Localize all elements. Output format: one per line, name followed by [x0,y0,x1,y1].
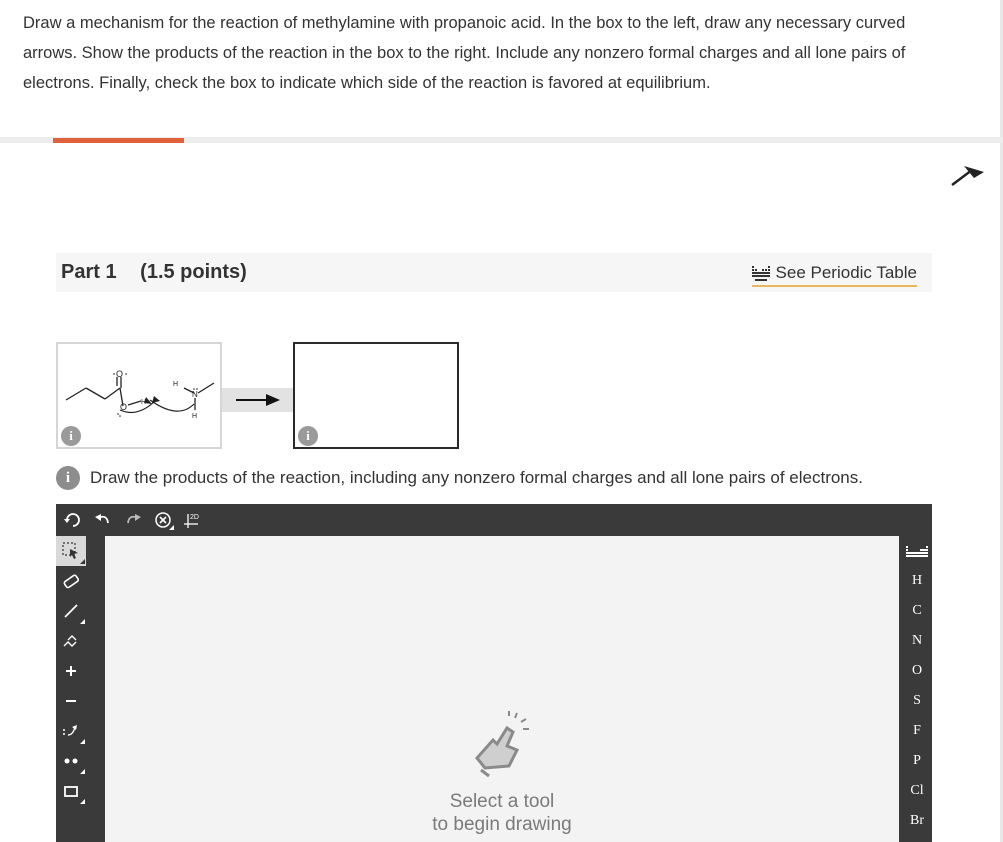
marquee-select-icon [61,541,81,561]
element-button-s[interactable]: S [913,693,921,708]
2d-coordinates-icon [182,510,204,530]
instruction-text: Draw the products of the reaction, including any nonzero formal charges and all lone pairs of electrons. [90,468,863,487]
reactant-structure [58,344,220,447]
2d-view-button[interactable] [181,508,205,532]
element-button-cl[interactable]: Cl [910,783,924,798]
instruction [56,466,863,490]
hint-line-1: Select a tool [449,791,555,812]
single-bond-icon [61,601,81,621]
drawing-canvas[interactable] [105,536,899,842]
pointing-hand-icon [467,710,537,780]
hydrogen-amine-top-label: H [173,381,179,388]
lone-pair-tool[interactable] [56,746,86,776]
reaction-arrow [222,388,293,412]
clear-more-indicator [169,525,174,530]
element-button-br[interactable]: Br [910,813,924,828]
product-info-icon[interactable]: i [298,426,318,446]
minus-icon [61,691,81,711]
positive-charge-tool[interactable] [56,656,86,686]
rectangle-icon [61,781,81,801]
part-label: Part 1 [61,261,117,283]
eraser-icon [61,571,81,591]
shape-tool[interactable] [56,776,86,806]
lone-pair-more-indicator [80,769,85,774]
hint-line-2: to begin drawing [432,814,572,835]
editor-top-toolbar [56,504,932,536]
shape-more-indicator [80,799,85,804]
oxygen-top-label: O [116,369,124,379]
reactant-info-icon[interactable]: i [61,426,81,446]
element-button-c[interactable]: C [912,603,922,618]
part-points: (1.5 points) [140,261,247,283]
right-arrow-icon [222,388,293,412]
select-tool-hint [105,710,899,836]
arrow-more-indicator [80,739,85,744]
part-header [56,253,932,292]
element-button-f[interactable]: F [913,723,921,738]
undo-button[interactable] [91,508,115,532]
see-periodic-table-link[interactable] [752,263,917,287]
periodic-table-icon [752,265,770,281]
lone-pair-icon [61,751,81,771]
part-title [61,261,247,284]
2d-badge: 2D [190,514,199,521]
oxygen-bottom-label: O [120,402,128,412]
periodic-table-small-icon [906,545,928,557]
instruction-info-icon: i [56,466,80,490]
element-button-p[interactable]: P [913,753,921,768]
undo-icon [93,510,113,530]
hydrogen-acid-label: H [141,399,147,406]
active-tab-indicator [53,138,184,143]
element-toolbar [902,536,932,842]
negative-charge-tool[interactable] [56,686,86,716]
collapse-arrow-icon [948,160,988,190]
bond-tool[interactable] [56,596,86,626]
periodic-table-label: See Periodic Table [775,262,917,282]
curved-arrow-icon [61,721,81,741]
nitrogen-label: N [192,390,198,399]
select-tool[interactable] [56,536,86,566]
product-box[interactable] [293,342,459,449]
element-button-h[interactable]: H [911,573,923,588]
reset-icon [63,510,83,530]
reactant-mechanism-box[interactable] [56,342,222,449]
hydrogen-amine-bottom-label: H [192,413,198,420]
element-button-n[interactable]: N [911,633,923,648]
drawing-editor [56,504,932,842]
redo-button[interactable] [121,508,145,532]
element-button-o[interactable]: O [911,663,923,678]
periodic-table-button[interactable] [902,536,932,566]
reset-button[interactable] [61,508,85,532]
question-text: Draw a mechanism for the reaction of methylamine with propanoic acid. In the box to the left, draw any necessary curved arrows. Show the products of the reaction in the box to the right. Include any nonzero formal charges and all lone pairs of electrons. Finally, check the box to indicate which side of the reaction is favored at equilibrium. [23,14,906,92]
editor-left-toolbar [56,536,86,842]
chain-tool[interactable] [56,626,86,656]
curved-arrow-tool[interactable] [56,716,86,746]
clear-button[interactable] [151,508,175,532]
collapse-button[interactable] [948,160,988,190]
select-more-indicator [80,559,85,564]
plus-icon [61,661,81,681]
bond-more-indicator [80,619,85,624]
chain-icon [61,631,81,651]
redo-icon [123,510,143,530]
eraser-tool[interactable] [56,566,86,596]
